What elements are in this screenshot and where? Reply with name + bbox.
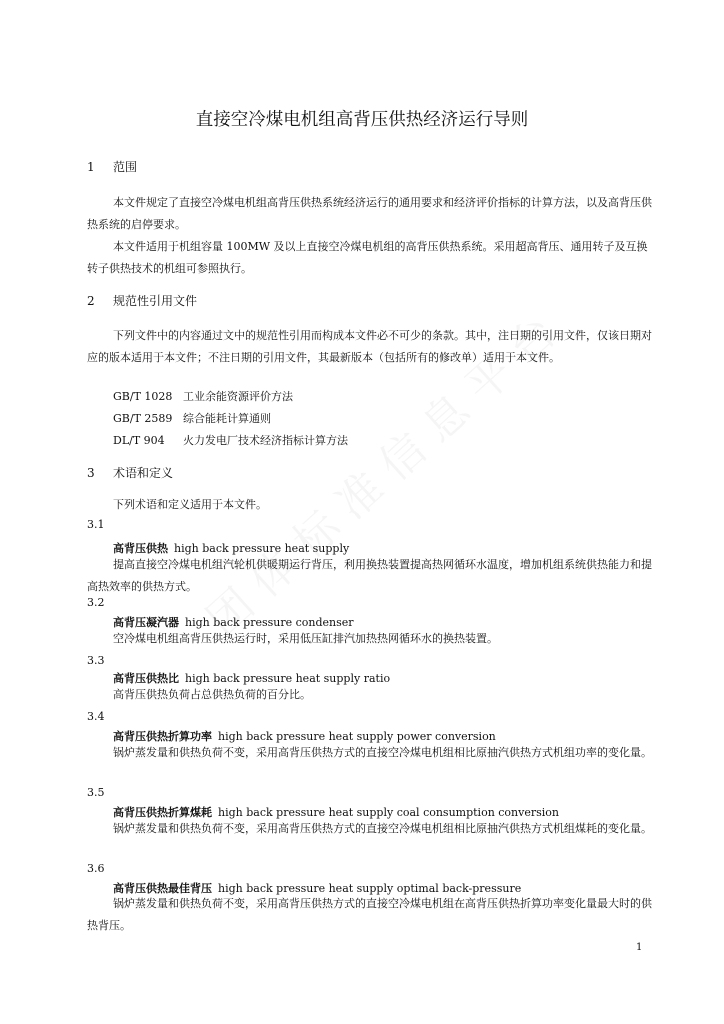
term-chinese: 高背压供热折算煤耗 — [113, 806, 212, 819]
clause-number: 3.3 — [87, 654, 105, 667]
section-1-paragraph-1: 本文件规定了直接空冷煤电机组高背压供热系统经济运行的通用要求和经济评价指标的计算方法，以及高背压供热系统的启停要求。 — [87, 196, 652, 231]
clause-number: 3.1 — [87, 518, 105, 531]
term-chinese: 高背压供热比 — [113, 672, 179, 685]
term-chinese: 高背压供热最佳背压 — [113, 882, 212, 895]
term-english: high back pressure heat supply optimal back-pressure — [218, 882, 522, 895]
reference-title: 火力发电厂技术经济指标计算方法 — [183, 434, 348, 447]
section-1-paragraph-2: 本文件适用于机组容量 100MW 及以上直接空冷煤电机组的高背压供热系统。采用超高背压、通用转子及互换转子供热技术的机组可参照执行。 — [87, 240, 648, 275]
clause-number: 3.5 — [87, 786, 105, 799]
reference-item — [113, 432, 348, 448]
section-title: 范围 — [113, 160, 138, 174]
term-definition: 提高直接空冷煤电机组汽轮机供暖期运行背压，利用换热装置提高热网循环水温度，增加机组系统供热能力和提高热效率的供热方式。 — [87, 558, 652, 593]
clause-number: 3.6 — [87, 862, 105, 875]
section-number: 1 — [87, 160, 95, 174]
term-chinese: 高背压供热 — [113, 542, 168, 555]
section-title: 术语和定义 — [113, 466, 174, 480]
section-3-intro: 下列术语和定义适用于本文件。 — [113, 498, 267, 511]
term-english: high back pressure condenser — [185, 616, 354, 629]
reference-item — [113, 410, 271, 426]
term-chinese: 高背压供热折算功率 — [113, 730, 212, 743]
document-title: 直接空冷煤电机组高背压供热经济运行导则 — [195, 110, 529, 130]
reference-code: DL/T 904 — [113, 434, 165, 447]
term-definition: 锅炉蒸发量和供热负荷不变，采用高背压供热方式的直接空冷煤电机组相比原抽汽供热方式机组功率的变化量。 — [113, 746, 652, 759]
page-number: 1 — [636, 942, 643, 953]
clause-number: 3.4 — [87, 710, 105, 723]
section-1-heading — [87, 158, 137, 175]
section-2-paragraph: 下列文件中的内容通过文中的规范性引用而构成本文件必不可少的条款。其中，注日期的引用文件，仅该日期对应的版本适用于本文件；不注日期的引用文件，其最新版本（包括所有的修改单）适用于本文件。 — [87, 329, 652, 364]
section-number: 2 — [87, 294, 95, 308]
term-english: high back pressure heat supply — [174, 542, 350, 555]
reference-title: 工业余能资源评价方法 — [183, 390, 293, 403]
reference-item — [113, 388, 293, 404]
reference-title: 综合能耗计算通则 — [183, 412, 271, 425]
term-definition: 高背压供热负荷占总供热负荷的百分比。 — [113, 688, 311, 701]
term-definition: 锅炉蒸发量和供热负荷不变，采用高背压供热方式的直接空冷煤电机组相比原抽汽供热方式机组煤耗的变化量。 — [113, 822, 652, 835]
reference-code: GB/T 2589 — [113, 412, 173, 425]
term-definition: 空冷煤电机组高背压供热运行时，采用低压缸排汽加热热网循环水的换热装置。 — [113, 632, 498, 645]
term-english: high back pressure heat supply power conversion — [218, 730, 496, 743]
term-chinese: 高背压凝汽器 — [113, 616, 179, 629]
term-definition: 锅炉蒸发量和供热负荷不变，采用高背压供热方式的直接空冷煤电机组在高背压供热折算功率变化量最大时的供热背压。 — [87, 897, 652, 932]
reference-code: GB/T 1028 — [113, 390, 173, 403]
section-title: 规范性引用文件 — [113, 294, 198, 308]
term-english: high back pressure heat supply ratio — [185, 672, 391, 685]
clause-number: 3.2 — [87, 596, 105, 609]
section-number: 3 — [87, 466, 95, 480]
section-3-heading — [87, 464, 173, 481]
term-english: high back pressure heat supply coal consumption conversion — [218, 806, 559, 819]
section-2-heading — [87, 292, 197, 309]
